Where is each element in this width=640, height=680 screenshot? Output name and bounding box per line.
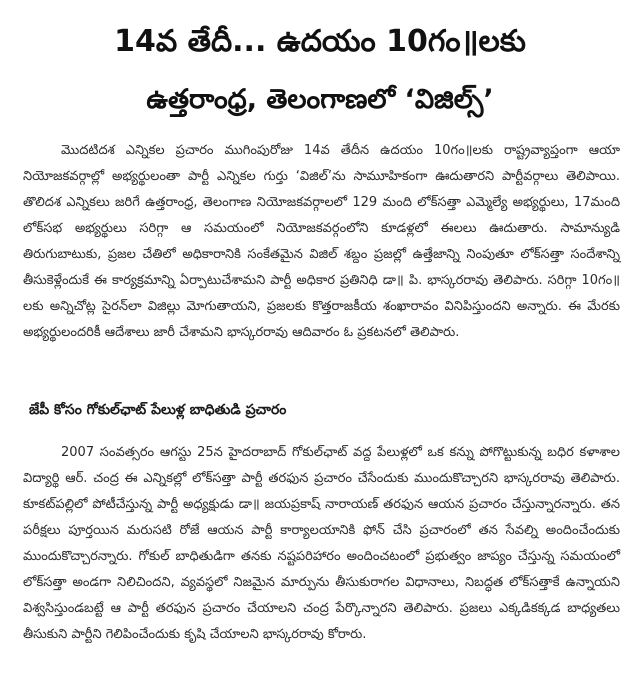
headline-secondary: ఉత్తరాంధ్ర, తెలంగాణలో ‘విజిల్స్’ <box>146 84 494 115</box>
article-body-2 <box>23 440 620 648</box>
article-2-subheading: జేపీ కోసం గోకుల్‌ఛాట్ పేలుళ్ల బాధితుడి ప్రచారం <box>29 402 287 418</box>
article-body-1 <box>23 138 620 346</box>
headline-primary: 14వ తేదీ... ఉదయం 10గం॥లకు <box>114 24 526 59</box>
article-1-paragraph: మొదటిదశ ఎన్నికల ప్రచారం ముగింపురోజు 14వ తేదీన ఉదయం 10గం॥లకు రాష్ట్రవ్యాప్తంగా ఆయా నియోజకవర్గాల్లో అభ్యర్థులంతా పార్టీ ఎన్నికల గుర్తు ‘విజిల్’ను సామూహికంగా ఊదుతారని పార్టీవర్గాలు తెలిపాయి. తొలిదశ ఎన్నికలు జరిగే ఉత్తరాంధ్ర, తెలంగాణ నియోజకవర్గాలలో 129 మంది లోక్‌సత్తా ఎమ్మెల్యే అభ్యర్థులు, 17మంది లోక్‌సభ అభ్యర్థులు సరిగ్గా ఆ సమయంలో నియోజకవర్గంలోని కూడళ్లలో ఈలలు ఊదుతారు. సామాన్యుడి తిరుగుబాటుకు, ప్రజల చేతిలో అధికారానికి సంకేతమైన విజిల్ శబ్దం ప్రజల్లో ఉత్తేజాన్ని నింపుతూ లోక్‌సత్తా సందేశాన్ని తీసుకెళ్లేందుకే ఈ కార్యక్రమాన్ని ఏర్పాటుచేశామని పార్టీ అధికార ప్రతినిధి డా॥ పి. భాస్కరరావు తెలిపారు. సరిగ్గా 10గం॥లకు అన్నిచోట్ల సైరన్‌లా విజిల్లు మోగుతాయని, ప్రజలకు కొత్తరాజకీయ శంఖారావం వినిపిస్తుందని అన్నారు. ఈ మేరకు అభ్యర్థులందరికీ ఆదేశాలు జారీ చేశామని భాస్కరరావు ఆదివారం ఓ ప్రకటనలో తెలిపారు. <box>23 143 620 340</box>
article-2-paragraph: 2007 సంవత్సరం ఆగస్టు 25న హైదరాబాద్ గోకుల్‌ఛాట్ వద్ద పేలుళ్లలో ఒక కన్ను పోగొట్టుకున్న బధిర కళాశాల విద్యార్థి ఆర్. చంద్ర ఈ ఎన్నికల్లో లోక్‌సత్తా పార్టీ తరఫున ప్రచారం చేసేందుకు ముందుకొచ్చారని భాస్కరరావు తెలిపారు. కూకట్‌పల్లిలో పోటీచేస్తున్న పార్టీ అధ్యక్షుడు డా॥ జయప్రకాష్ నారాయణ్ తరఫున ఆయన ప్రచారం చేస్తున్నారన్నారు. తన పరీక్షలు పూర్తయిన మరుసటి రోజే ఆయన పార్టీ కార్యాలయానికి ఫోన్ చేసి ప్రచారంలో తన సేవల్ని అందించేందుకు ముందుకొచ్చారన్నారు. గోకుల్ బాధితుడిగా తనకు నష్టపరిహారం అందించటంలో ప్రభుత్వం జాప్యం చేస్తున్న సమయంలో లోక్‌సత్తా అండగా నిలిచిందని, వ్యవస్థలో నిజమైన మార్పును తీసుకురాగల విధానాలు, నిబద్ధత లోక్‌సత్తాకే ఉన్నాయని విశ్వసిస్తుండబట్టే ఆ పార్టీ తరఫున ప్రచారం చేయాలని చంద్ర పేర్కొన్నారని తెలిపారు. ప్రజలు ఎక్కడికక్కడ బాధ్యతలు తీసుకుని పార్టీని గెలిపించేందుకు కృషి చేయాలని భాస్కరరావు కోరారు. <box>23 445 620 642</box>
